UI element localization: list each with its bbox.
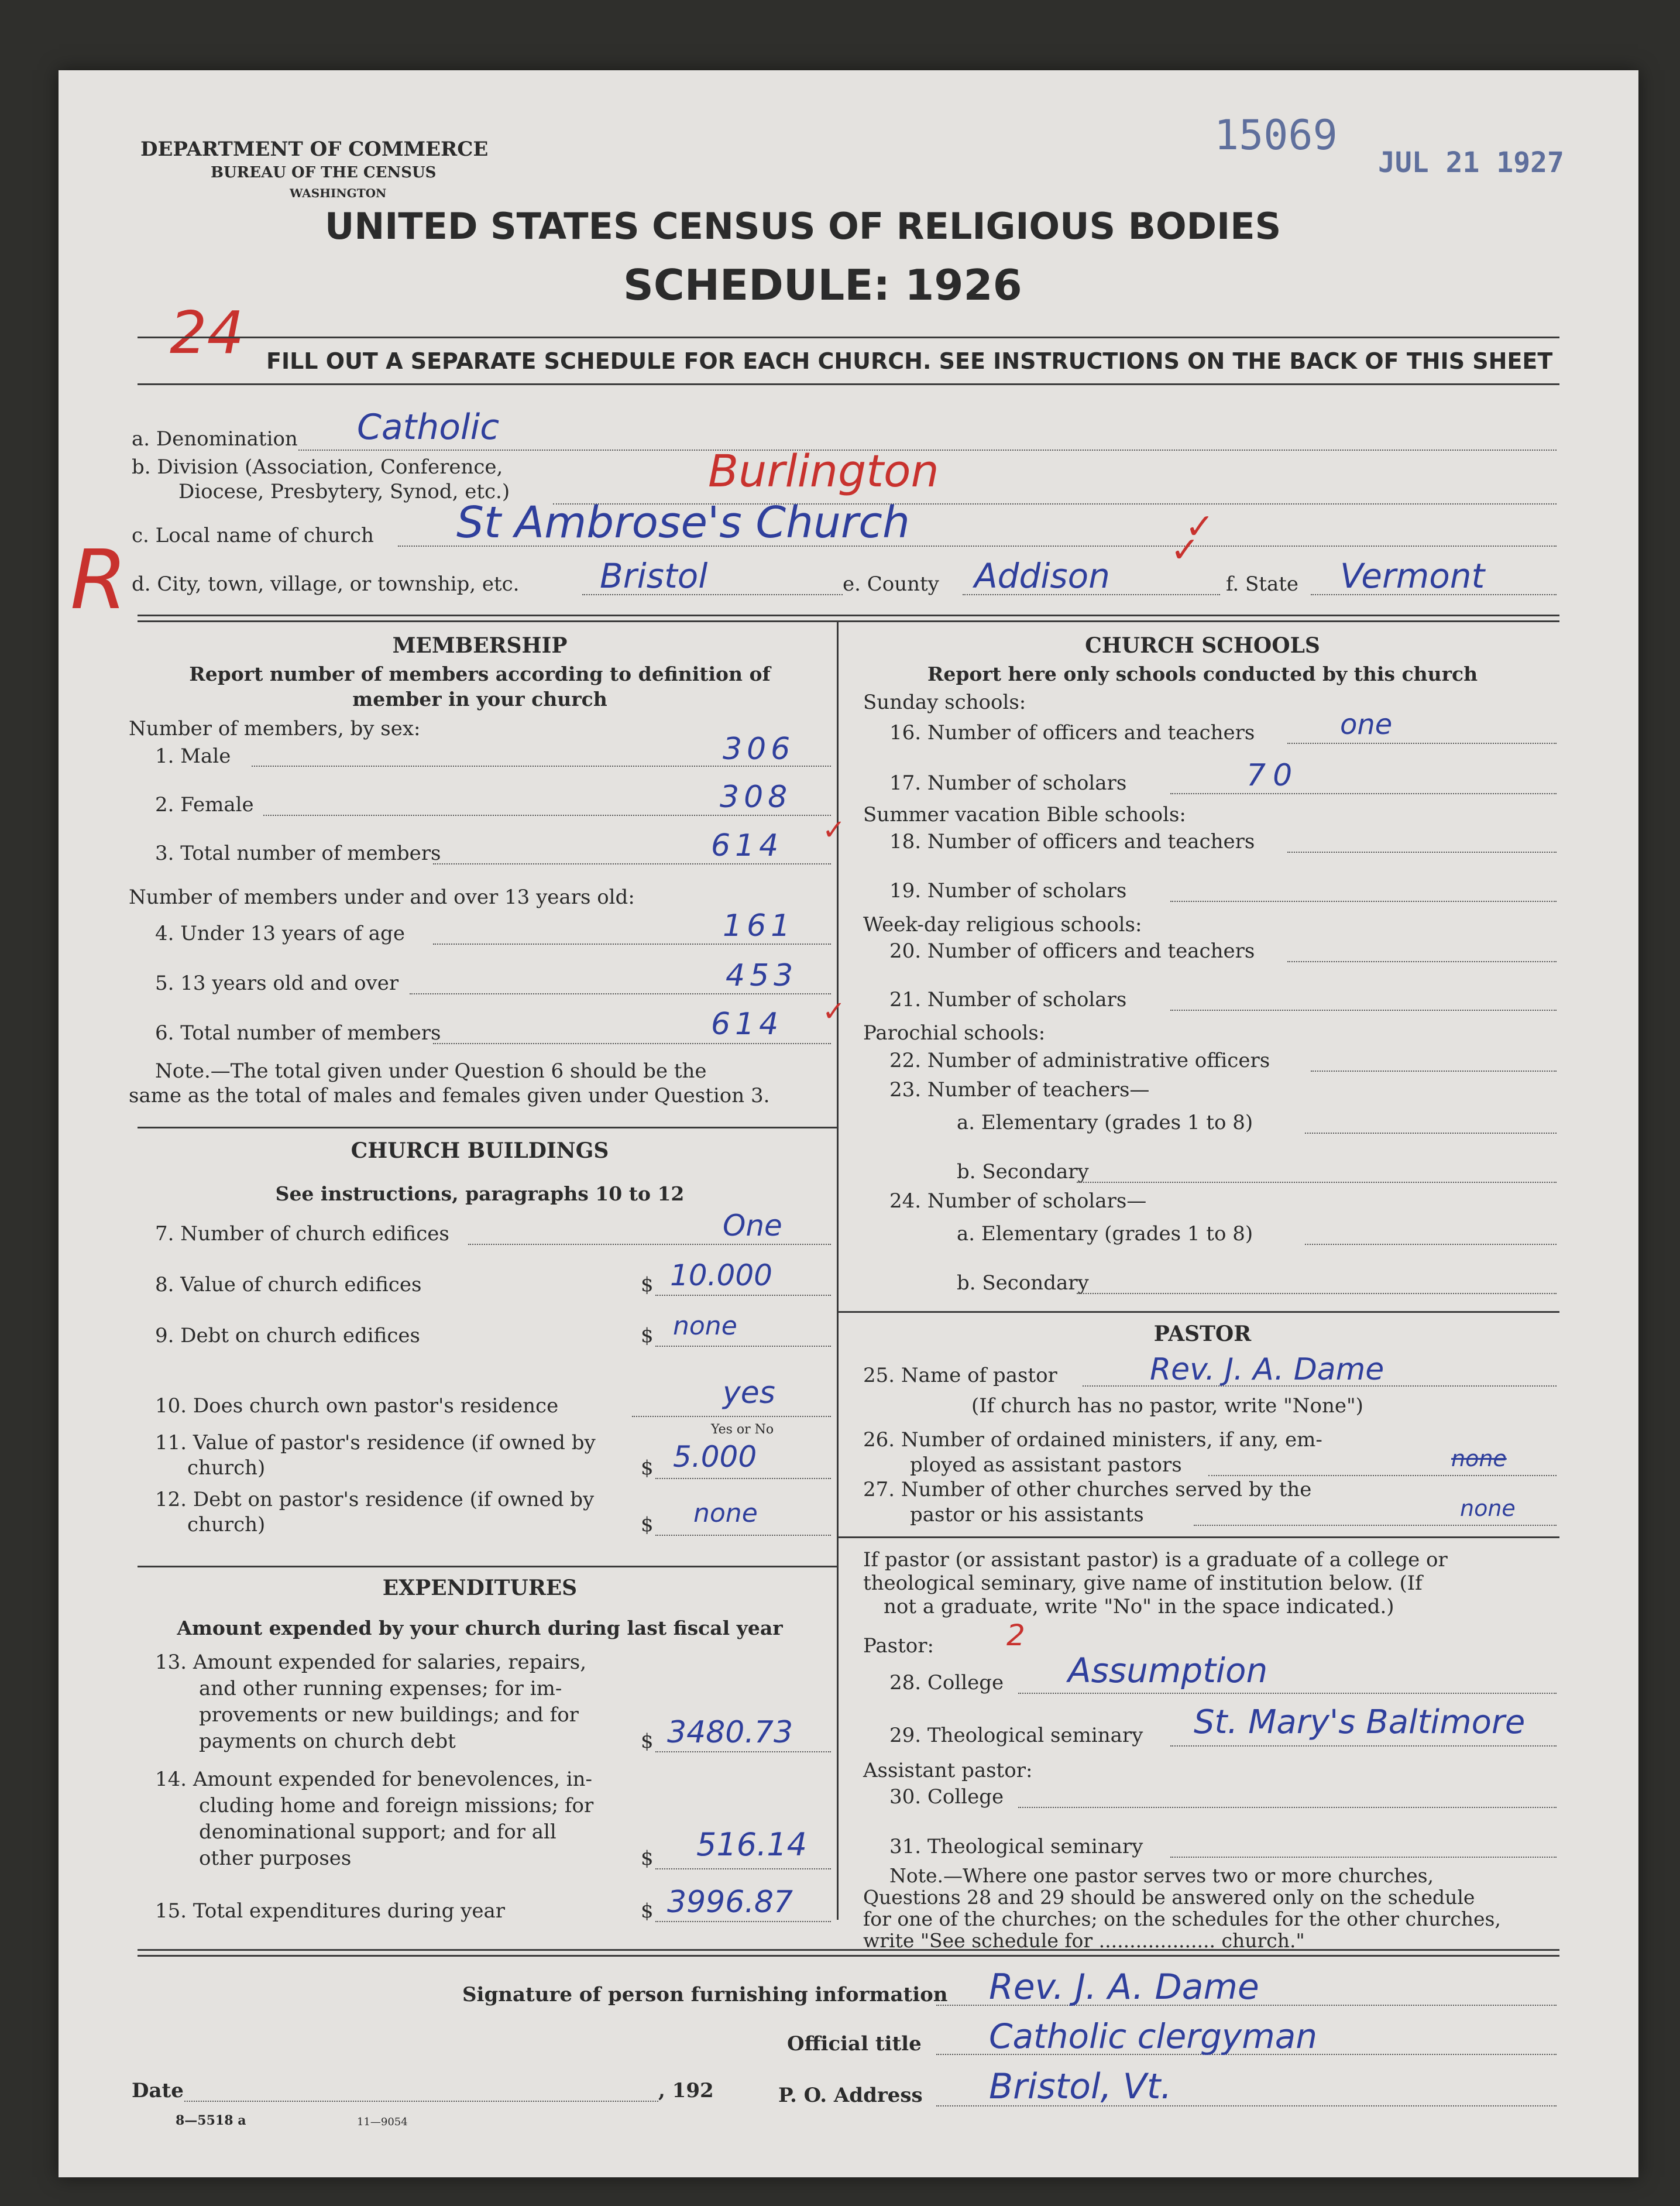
fill-line bbox=[1170, 793, 1557, 794]
q16-label: 16. Number of officers and teachers bbox=[889, 721, 1255, 745]
q25-value: Rev. J. A. Dame bbox=[1150, 1352, 1384, 1387]
graduate-instruction-2: theological seminary, give name of institution below. (If bbox=[863, 1572, 1423, 1595]
rule bbox=[138, 1955, 1559, 1957]
bureau-label: BUREAU OF THE CENSUS bbox=[211, 164, 437, 181]
rule bbox=[138, 620, 1559, 622]
q26-label-1: 26. Number of ordained ministers, if any, em- bbox=[863, 1428, 1322, 1452]
schools-intro: Report here only schools conducted by this church bbox=[927, 663, 1478, 685]
q6-label: 6. Total number of members bbox=[155, 1021, 441, 1045]
pastor-note-4: write "See schedule for ................... church." bbox=[863, 1929, 1305, 1952]
expenditures-sub: Amount expended by your church during last fiscal year bbox=[177, 1617, 783, 1639]
membership-note-2: same as the total of males and females given under Question 3. bbox=[129, 1084, 770, 1107]
q10-value: yes bbox=[723, 1375, 775, 1411]
parochial-schools-label: Parochial schools: bbox=[863, 1021, 1046, 1045]
q6-value: 614 bbox=[711, 1007, 784, 1042]
dollar-sign: $ bbox=[641, 1899, 654, 1923]
q11-label-2: church) bbox=[187, 1456, 266, 1480]
red-number-mark: 24 bbox=[170, 299, 245, 367]
q14-label-2: cluding home and foreign missions; for bbox=[199, 1794, 594, 1817]
church-name-label: c. Local name of church bbox=[132, 524, 374, 547]
dollar-sign: $ bbox=[641, 1847, 654, 1870]
q4-value: 161 bbox=[723, 908, 795, 944]
census-schedule-sheet bbox=[59, 70, 1638, 2177]
pastor-note-3: for one of the churches; on the schedules for the other churches, bbox=[863, 1907, 1501, 1930]
q26-label-2: ployed as assistant pastors bbox=[910, 1453, 1182, 1477]
dollar-sign: $ bbox=[641, 1324, 654, 1347]
fill-line bbox=[1170, 1745, 1557, 1747]
fill-line bbox=[632, 1416, 831, 1417]
graduate-instruction-3: not a graduate, write "No" in the space indicated.) bbox=[884, 1595, 1394, 1618]
rule bbox=[138, 1127, 837, 1128]
fill-line bbox=[1170, 1010, 1557, 1011]
q15-label: 15. Total expenditures during year bbox=[155, 1899, 506, 1923]
q3-value: 614 bbox=[711, 828, 784, 863]
q13-label-1: 13. Amount expended for salaries, repairs, bbox=[155, 1651, 587, 1674]
q7-label: 7. Number of church edifices bbox=[155, 1222, 449, 1246]
fill-line bbox=[263, 815, 831, 816]
q9-label: 9. Debt on church edifices bbox=[155, 1324, 420, 1347]
membership-heading: MEMBERSHIP bbox=[392, 633, 568, 658]
fill-line bbox=[410, 993, 831, 994]
fill-line bbox=[1170, 901, 1557, 902]
department-label: DEPARTMENT OF COMMERCE bbox=[140, 138, 489, 161]
stamp-number: 15069 bbox=[1214, 111, 1338, 159]
state-label: f. State bbox=[1226, 572, 1298, 596]
q13-label-2: and other running expenses; for im- bbox=[199, 1677, 562, 1700]
q10-label: 10. Does church own pastor's residence bbox=[155, 1394, 559, 1418]
date-year: , 192 bbox=[658, 2079, 714, 2102]
q30-label: 30. College bbox=[889, 1785, 1004, 1809]
church-name-value: St Ambrose's Church bbox=[456, 498, 910, 548]
q23-label: 23. Number of teachers— bbox=[889, 1078, 1150, 1102]
q12-label-1: 12. Debt on pastor's residence (if owned by bbox=[155, 1488, 595, 1511]
q22-label: 22. Number of administrative officers bbox=[889, 1049, 1270, 1072]
fill-line bbox=[655, 1535, 831, 1536]
rule bbox=[138, 383, 1559, 385]
q19-label: 19. Number of scholars bbox=[889, 879, 1127, 903]
q14-label-3: denominational support; and for all bbox=[199, 1820, 556, 1844]
signature-value: Rev. J. A. Dame bbox=[989, 1967, 1259, 2008]
fill-line bbox=[184, 2101, 658, 2102]
q8-label: 8. Value of church edifices bbox=[155, 1273, 422, 1296]
assistant-pastor-label: Assistant pastor: bbox=[863, 1759, 1033, 1782]
division-label: b. Division (Association, Conference, bbox=[132, 455, 503, 479]
denomination-value: Catholic bbox=[357, 407, 500, 448]
q21-label: 21. Number of scholars bbox=[889, 988, 1127, 1011]
q31-label: 31. Theological seminary bbox=[889, 1835, 1143, 1858]
q20-label: 20. Number of officers and teachers bbox=[889, 939, 1255, 963]
official-title-value: Catholic clergyman bbox=[989, 2016, 1318, 2056]
red-mark-2: 2 bbox=[1006, 1618, 1025, 1652]
q10-subnote: Yes or No bbox=[711, 1422, 774, 1437]
members-by-sex-label: Number of members, by sex: bbox=[129, 717, 421, 740]
q29-label: 29. Theological seminary bbox=[889, 1724, 1143, 1747]
check-mark: ✓ bbox=[1185, 506, 1215, 547]
pastor-note-1: Note.—Where one pastor serves two or more churches, bbox=[889, 1864, 1434, 1887]
form-title: UNITED STATES CENSUS OF RELIGIOUS BODIES bbox=[325, 205, 1282, 248]
q18-label: 18. Number of officers and teachers bbox=[889, 830, 1255, 853]
q8-value: 10.000 bbox=[670, 1258, 772, 1292]
weekday-schools-label: Week-day religious schools: bbox=[863, 913, 1142, 936]
form-number: 8—5518 a bbox=[176, 2113, 246, 2128]
q13-label-3: provements or new buildings; and for bbox=[199, 1703, 579, 1727]
fill-line bbox=[655, 1921, 831, 1922]
q16-value: one bbox=[1340, 708, 1393, 741]
q5-label: 5. 13 years old and over bbox=[155, 972, 399, 995]
q23b-label: b. Secondary bbox=[957, 1160, 1089, 1183]
fill-line bbox=[1194, 1525, 1557, 1526]
q27-label-2: pastor or his assistants bbox=[910, 1503, 1144, 1526]
q13-value: 3480.73 bbox=[667, 1715, 793, 1750]
q27-label-1: 27. Number of other churches served by the bbox=[863, 1478, 1312, 1501]
membership-intro-1: Report number of members according to definition of bbox=[189, 663, 771, 685]
q24-label: 24. Number of scholars— bbox=[889, 1189, 1147, 1213]
membership-intro-2: member in your church bbox=[352, 688, 607, 711]
q3-label: 3. Total number of members bbox=[155, 842, 441, 865]
dollar-sign: $ bbox=[641, 1513, 654, 1536]
q28-label: 28. College bbox=[889, 1671, 1004, 1694]
pastor-label: Pastor: bbox=[863, 1634, 934, 1658]
denomination-label: a. Denomination bbox=[132, 427, 298, 451]
county-label: e. County bbox=[843, 572, 939, 596]
official-title-label: Official title bbox=[787, 2032, 922, 2056]
q7-value: One bbox=[723, 1209, 782, 1243]
fill-line bbox=[468, 1244, 831, 1245]
rule bbox=[138, 337, 1559, 338]
po-address-value: Bristol, Vt. bbox=[989, 2066, 1172, 2107]
fill-line bbox=[433, 863, 831, 864]
q4-label: 4. Under 13 years of age bbox=[155, 922, 405, 945]
fill-line bbox=[1305, 1244, 1557, 1245]
city-label: WASHINGTON bbox=[290, 186, 387, 200]
fill-line bbox=[433, 944, 831, 945]
q14-label-1: 14. Amount expended for benevolences, in- bbox=[155, 1768, 593, 1791]
rule bbox=[837, 1536, 1559, 1538]
membership-note-1: Note.—The total given under Question 6 should be the bbox=[155, 1059, 707, 1083]
dollar-sign: $ bbox=[641, 1730, 654, 1753]
check-mark: ✓ bbox=[1170, 530, 1200, 571]
q17-label: 17. Number of scholars bbox=[889, 771, 1127, 795]
q1-label: 1. Male bbox=[155, 745, 231, 768]
graduate-instruction-1: If pastor (or assistant pastor) is a graduate of a college or bbox=[863, 1548, 1448, 1572]
instruction-banner: FILL OUT A SEPARATE SCHEDULE FOR EACH CHURCH. SEE INSTRUCTIONS ON THE BACK OF THIS SHEET bbox=[266, 348, 1553, 374]
check-mark: ✓ bbox=[822, 995, 846, 1028]
city-value: Bristol bbox=[600, 556, 708, 596]
q24b-label: b. Secondary bbox=[957, 1271, 1089, 1295]
q2-value: 308 bbox=[720, 780, 792, 815]
expenditures-heading: EXPENDITURES bbox=[382, 1576, 578, 1600]
division-value: Burlington bbox=[708, 445, 939, 497]
sunday-schools-label: Sunday schools: bbox=[863, 691, 1026, 714]
fill-line bbox=[1018, 1807, 1557, 1808]
dollar-sign: $ bbox=[641, 1273, 654, 1296]
fill-line bbox=[1077, 1182, 1557, 1183]
q17-value: 70 bbox=[1246, 758, 1300, 793]
fill-line bbox=[655, 1346, 831, 1347]
fill-line bbox=[1018, 1693, 1557, 1694]
pastor-heading: PASTOR bbox=[1153, 1322, 1252, 1346]
q27-value: none bbox=[1460, 1495, 1516, 1521]
fill-line bbox=[1077, 1293, 1557, 1294]
q13-label-4: payments on church debt bbox=[199, 1730, 456, 1753]
q24a-label: a. Elementary (grades 1 to 8) bbox=[957, 1222, 1253, 1246]
pastor-note-2: Questions 28 and 29 should be answered only on the schedule bbox=[863, 1886, 1475, 1909]
rule bbox=[138, 1949, 1559, 1951]
rule bbox=[138, 1566, 837, 1567]
fill-line bbox=[1170, 1857, 1557, 1858]
rule bbox=[138, 615, 1559, 616]
q25-note: (If church has no pastor, write "None") bbox=[971, 1394, 1363, 1418]
dollar-sign: $ bbox=[641, 1456, 654, 1480]
q26-value: none bbox=[1451, 1446, 1507, 1471]
stamp-date: JUL 21 1927 bbox=[1378, 146, 1564, 179]
q5-value: 453 bbox=[726, 958, 798, 993]
q28-value: Assumption bbox=[1068, 1651, 1268, 1690]
division-label-2: Diocese, Presbytery, Synod, etc.) bbox=[178, 480, 510, 503]
q29-value: St. Mary's Baltimore bbox=[1194, 1703, 1526, 1741]
fill-line bbox=[655, 1868, 831, 1869]
q14-value: 516.14 bbox=[696, 1826, 807, 1863]
q2-label: 2. Female bbox=[155, 793, 254, 816]
rule bbox=[837, 1311, 1559, 1313]
schools-heading: CHURCH SCHOOLS bbox=[1085, 633, 1320, 658]
fill-line bbox=[1287, 743, 1557, 744]
q12-label-2: church) bbox=[187, 1513, 266, 1536]
signature-label: Signature of person furnishing information bbox=[462, 1983, 948, 2006]
q9-value: none bbox=[673, 1311, 737, 1341]
fill-line bbox=[1287, 852, 1557, 853]
fill-line bbox=[1208, 1475, 1557, 1476]
members-by-age-label: Number of members under and over 13 years old: bbox=[129, 886, 635, 909]
fill-line bbox=[655, 1295, 831, 1296]
city-label: d. City, town, village, or township, etc. bbox=[132, 572, 520, 596]
q23a-label: a. Elementary (grades 1 to 8) bbox=[957, 1111, 1253, 1134]
buildings-sub: See instructions, paragraphs 10 to 12 bbox=[275, 1182, 685, 1205]
summer-schools-label: Summer vacation Bible schools: bbox=[863, 803, 1186, 826]
print-number: 11—9054 bbox=[357, 2116, 408, 2128]
q11-value: 5.000 bbox=[673, 1440, 757, 1474]
q1-value: 306 bbox=[723, 732, 795, 767]
q25-label: 25. Name of pastor bbox=[863, 1364, 1057, 1387]
red-r-mark: R bbox=[70, 533, 128, 628]
fill-line bbox=[655, 1478, 831, 1479]
county-value: Addison bbox=[974, 556, 1110, 596]
state-value: Vermont bbox=[1340, 556, 1485, 596]
q11-label-1: 11. Value of pastor's residence (if owned by bbox=[155, 1431, 596, 1454]
po-address-label: P. O. Address bbox=[778, 2084, 923, 2107]
fill-line bbox=[433, 1043, 831, 1044]
q14-label-4: other purposes bbox=[199, 1847, 352, 1870]
form-subtitle: SCHEDULE: 1926 bbox=[623, 260, 1022, 310]
fill-line bbox=[1311, 1071, 1557, 1072]
fill-line bbox=[1287, 961, 1557, 962]
check-mark: ✓ bbox=[822, 814, 846, 846]
buildings-heading: CHURCH BUILDINGS bbox=[351, 1138, 609, 1163]
fill-line bbox=[1305, 1133, 1557, 1134]
q12-value: none bbox=[693, 1498, 758, 1528]
fill-line bbox=[655, 1751, 831, 1752]
q15-value: 3996.87 bbox=[667, 1885, 793, 1920]
date-label: Date bbox=[132, 2079, 184, 2102]
